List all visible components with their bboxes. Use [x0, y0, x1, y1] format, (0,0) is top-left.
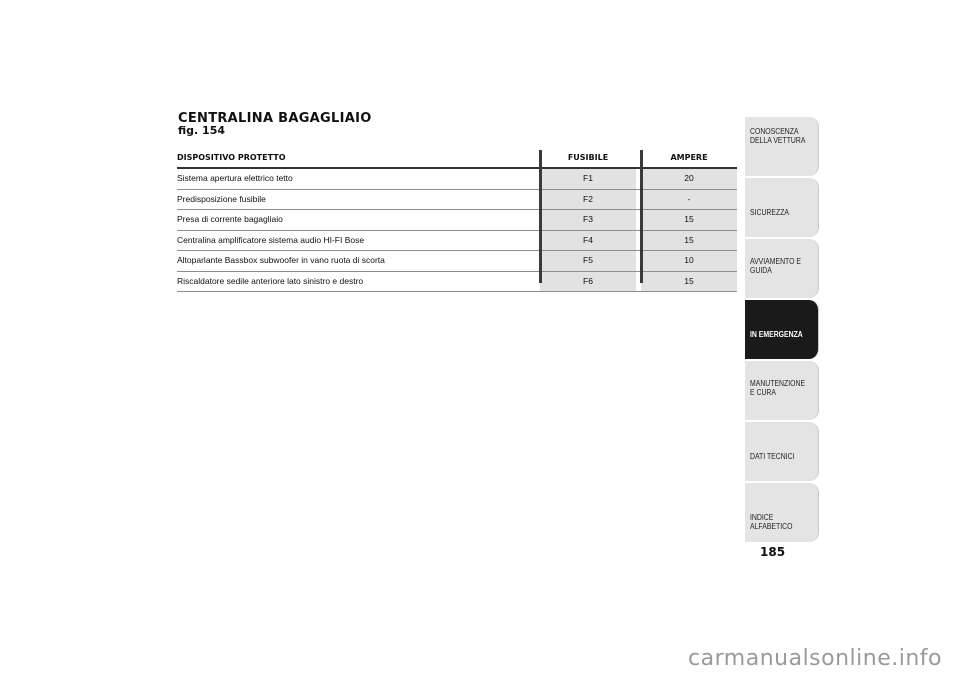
ampere-cell: 10: [641, 251, 737, 271]
column-header-ampere: AMPERE: [670, 153, 708, 162]
tab-sicurezza[interactable]: [745, 178, 819, 237]
section-title: CENTRALINA BAGAGLIAIO: [178, 111, 372, 126]
fuse-cell: F3: [540, 210, 636, 230]
table-row: [177, 169, 737, 190]
tab-in-emergenza[interactable]: [745, 300, 819, 359]
fuse-cell: F5: [540, 251, 636, 271]
device-cell: Presa di corrente bagagliaio: [177, 214, 283, 224]
ampere-cell: -: [641, 190, 737, 210]
table-row: [177, 190, 737, 211]
column-header-fuse: FUSIBILE: [567, 153, 609, 162]
tab-label: DATI TECNICI: [750, 452, 795, 461]
fuse-table: [177, 148, 737, 292]
fuse-cell: F1: [540, 169, 636, 189]
device-cell: Centralina amplificatore sistema audio HI-FI Bose: [177, 234, 365, 245]
ampere-cell: 15: [641, 231, 737, 251]
column-divider: [640, 150, 643, 283]
device-cell: Predisposizione fusibile: [177, 193, 266, 204]
tab-label: IN EMERGENZA: [750, 330, 803, 339]
page-number: 185: [760, 545, 786, 559]
fuse-cell: F4: [540, 231, 636, 251]
tab-label: SICUREZZA: [750, 208, 789, 217]
table-row: [177, 251, 737, 272]
tab-label: CONOSCENZA DELLA VETTURA: [750, 127, 806, 145]
fuse-cell: F6: [540, 272, 636, 292]
tab-avviamento-e-guida[interactable]: [745, 239, 819, 298]
device-cell: Sistema apertura elettrico tetto: [177, 173, 293, 183]
table-row: [177, 210, 737, 231]
tab-label: INDICE ALFABETICO: [750, 513, 793, 531]
table-row: [177, 272, 737, 293]
tab-manutenzione-e-cura[interactable]: [745, 361, 819, 420]
tab-label: MANUTENZIONE E CURA: [750, 379, 806, 397]
ampere-cell: 20: [641, 169, 737, 189]
figure-reference: fig. 154: [178, 124, 225, 137]
ampere-cell: 15: [641, 210, 737, 230]
column-header-device: DISPOSITIVO PROTETTO: [177, 153, 286, 162]
tab-conoscenza-della-vettura[interactable]: [745, 117, 819, 176]
tab-label: AVVIAMENTO E GUIDA: [750, 257, 801, 275]
fuse-cell: F2: [540, 190, 636, 210]
tab-dati-tecnici[interactable]: [745, 422, 819, 481]
device-cell: Riscaldatore sedile anteriore lato sinistro e destro: [177, 275, 364, 286]
column-divider: [539, 150, 542, 283]
ampere-cell: 15: [641, 272, 737, 292]
device-cell: Altoparlante Bassbox subwoofer in vano ruota di scorta: [177, 255, 385, 265]
table-row: [177, 231, 737, 252]
watermark: carmanualsonline.info: [688, 646, 942, 671]
tab-indice-alfabetico[interactable]: [745, 483, 819, 542]
chapter-tabs: [745, 117, 819, 544]
table-header-row: [177, 148, 737, 169]
